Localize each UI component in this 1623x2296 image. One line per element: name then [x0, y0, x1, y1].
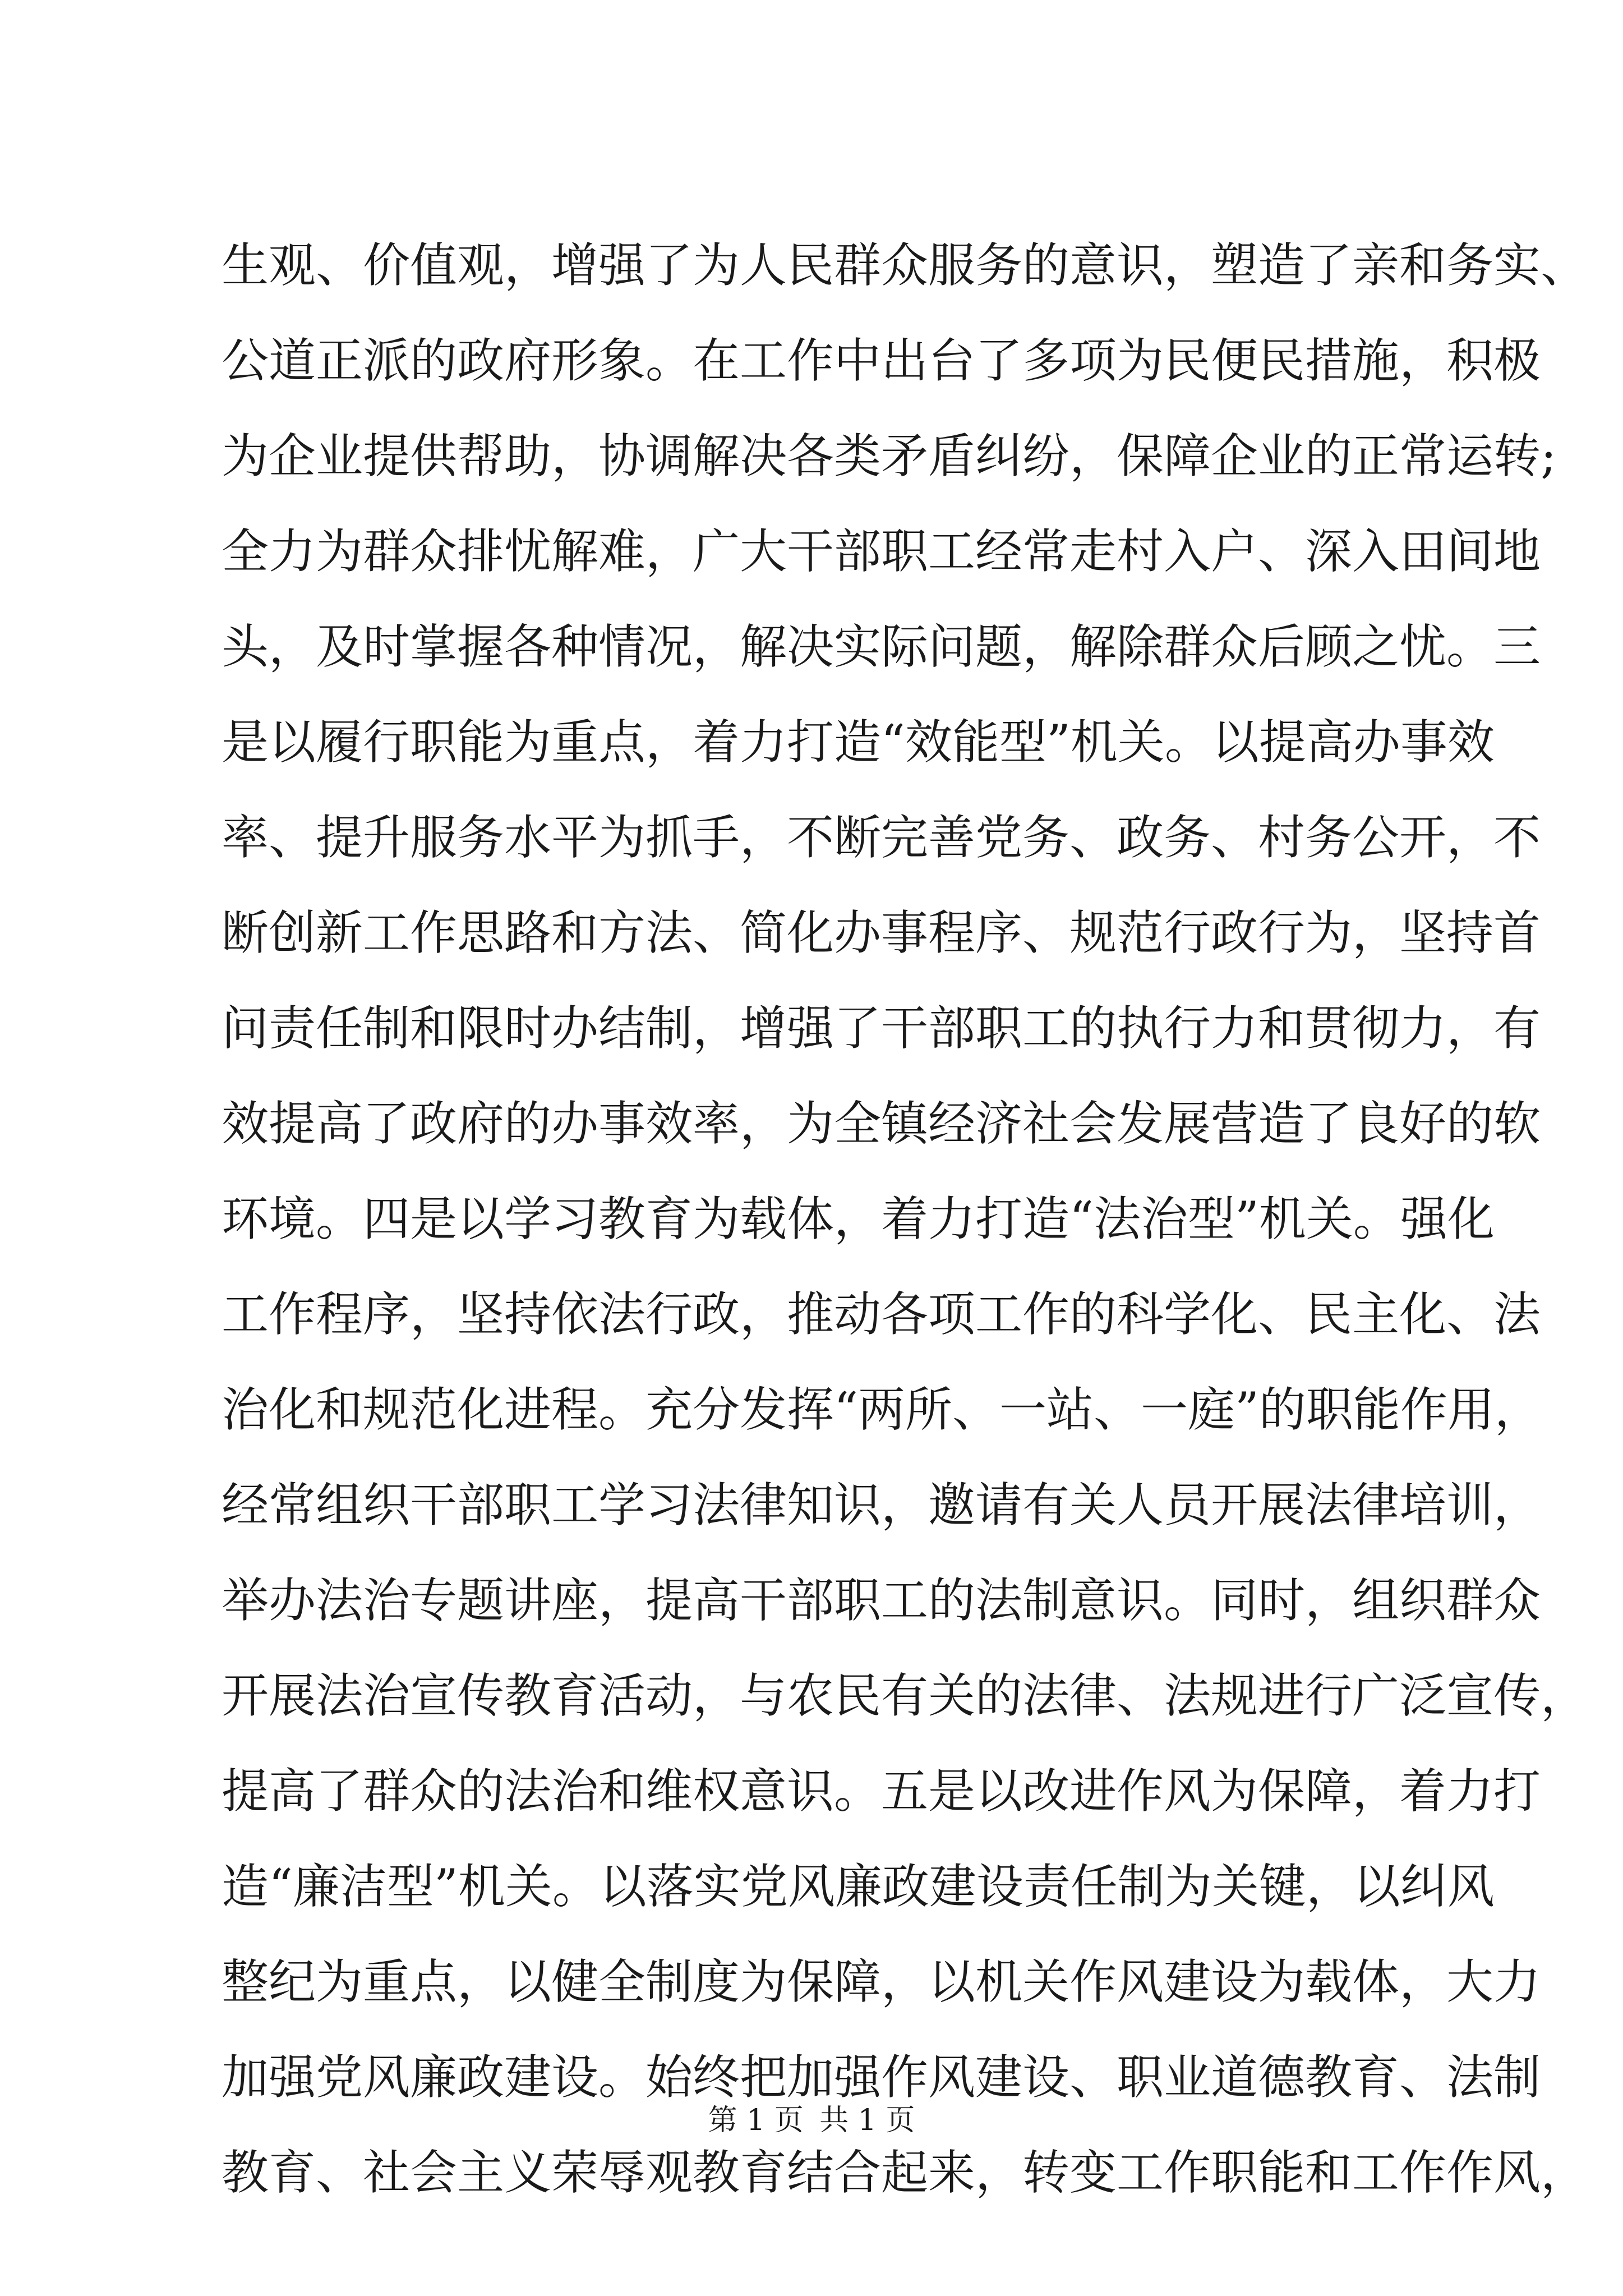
text-line: 工作程序，坚持依法行政，推动各项工作的科学化、民主化、法 [222, 1287, 1541, 1342]
text-line: 举办法治专题讲座，提高干部职工的法制意识。同时，组织群众 [222, 1573, 1541, 1628]
body-text [222, 218, 1588, 2220]
text-line: 环境。四是以学习教育为载体，着力打造“法治型”机关。强化 [222, 1191, 1495, 1246]
text-line: 加强党风廉政建设。始终把加强作风建设、职业道德教育、法制 [222, 2050, 1541, 2105]
text-line: 为企业提供帮助，协调解决各类矛盾纠纷，保障企业的正常运转; [222, 429, 1557, 484]
text-line: 头，及时掌握各种情况，解决实际问题，解除群众后顾之忧。三 [222, 619, 1541, 674]
text-line: 教育、社会主义荣辱观教育结合起来，转变工作职能和工作作风， [222, 2145, 1588, 2200]
text-line: 是以履行职能为重点，着力打造“效能型”机关。以提高办事效 [222, 715, 1495, 770]
text-line: 提高了群众的法治和维权意识。五是以改进作风为保障，着力打 [222, 1764, 1541, 1819]
page-footer [0, 2101, 1623, 2140]
page-total: 共 1 页 [819, 2104, 915, 2137]
text-line: 开展法治宣传教育活动，与农民有关的法律、法规进行广泛宣传， [222, 1668, 1588, 1723]
text-line: 造“廉洁型”机关。以落实党风廉政建设责任制为关键，以纠风 [222, 1859, 1495, 1914]
text-line: 治化和规范化进程。充分发挥“两所、一站、一庭”的职能作用， [222, 1382, 1542, 1437]
text-line: 生观、价值观，增强了为人民群众服务的意识，塑造了亲和务实、 [222, 238, 1588, 293]
text-line: 断创新工作思路和方法、简化办事程序、规范行政行为，坚持首 [222, 905, 1541, 960]
text-line: 效提高了政府的办事效率，为全镇经济社会发展营造了良好的软 [222, 1096, 1541, 1151]
text-line: 经常组织干部职工学习法律知识，邀请有关人员开展法律培训， [222, 1478, 1541, 1533]
text-line: 全力为群众排忧解难，广大干部职工经常走村入户、深入田间地 [222, 524, 1541, 579]
page-number: 第 1 页 [708, 2104, 804, 2137]
text-line: 问责任制和限时办结制，增强了干部职工的执行力和贯彻力，有 [222, 1001, 1541, 1056]
text-line: 公道正派的政府形象。在工作中出台了多项为民便民措施，积极 [222, 333, 1541, 388]
text-line: 整纪为重点，以健全制度为保障，以机关作风建设为载体，大力 [222, 1954, 1541, 2009]
text-line: 率、提升服务水平为抓手，不断完善党务、政务、村务公开，不 [222, 810, 1541, 865]
